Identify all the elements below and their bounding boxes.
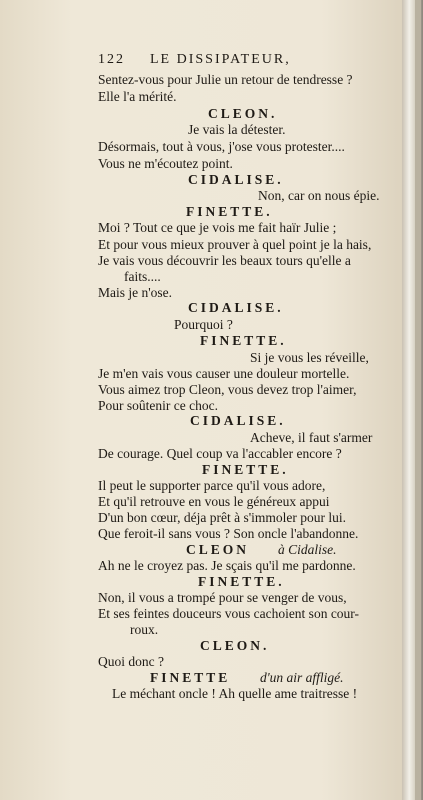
verse-line: D'un bon cœur, déja prêt à s'immoler pour lui. [98, 510, 347, 525]
verse-line: Il peut le supporter parce qu'il vous adore, [98, 478, 326, 493]
verse-line: Et pour vous mieux prouver à quel point je la hais, [98, 237, 372, 252]
speaker-name: CIDALISE. [190, 413, 286, 428]
page-number: 122 [98, 52, 125, 67]
running-title: LE DISSIPATEUR, [150, 52, 291, 67]
speaker-name: CLEON. [200, 638, 270, 653]
verse-line: Vous ne m'écoutez point. [98, 156, 233, 171]
verse-line: roux. [130, 622, 159, 637]
speaker-name: CIDALISE. [188, 172, 284, 187]
verse-line: Acheve, il faut s'armer [250, 430, 373, 445]
verse-line: Non, car on nous épie. [258, 188, 380, 203]
verse-line: faits.... [124, 269, 161, 284]
verse-line: Je m'en vais vous causer une douleur mortelle. [98, 366, 350, 381]
verse-line: Pour soûtenir ce choc. [98, 398, 218, 413]
speaker-name: CIDALISE. [188, 300, 284, 315]
verse-line: Ah ne le croyez pas. Je sçais qu'il me pardonne. [98, 558, 356, 573]
page-edge [402, 0, 423, 800]
speaker-name: FINETTE. [202, 462, 289, 477]
stage-direction: d'un air affligé. [260, 670, 344, 685]
verse-line: Quoi donc ? [98, 654, 164, 669]
speaker-name: CLEON [186, 542, 250, 557]
speaker-name: CLEON. [208, 106, 278, 121]
verse-line: Et ses feintes douceurs vous cachoient son cour- [98, 606, 360, 621]
verse-line: Que feroit-il sans vous ? Son oncle l'abandonne. [98, 526, 359, 541]
verse-line: Vous aimez trop Cleon, vous devez trop l'aimer, [98, 382, 357, 397]
verse-line: Sentez-vous pour Julie un retour de tendresse ? [98, 72, 353, 87]
verse-line: Désormais, tout à vous, j'ose vous protester.... [98, 139, 345, 154]
stage-direction: à Cidalise. [278, 542, 337, 557]
verse-line: Le méchant oncle ! Ah quelle ame traitresse ! [112, 686, 358, 701]
verse-line: Si je vous les réveille, [250, 350, 369, 365]
verse-line: Et qu'il retrouve en vous le généreux appui [98, 494, 330, 509]
verse-line: Elle l'a mérité. [98, 89, 177, 104]
speaker-name: FINETTE. [200, 333, 287, 348]
speaker-name: FINETTE. [198, 574, 285, 589]
verse-line: Je vais vous découvrir les beaux tours qu'elle a [98, 253, 351, 268]
speaker-name: FINETTE [150, 670, 231, 685]
speaker-name: FINETTE. [186, 204, 273, 219]
verse-line: Je vais la détester. [188, 122, 286, 137]
verse-line: Pourquoi ? [174, 317, 233, 332]
verse-line: De courage. Quel coup va l'accabler encore ? [98, 446, 342, 461]
verse-line: Non, il vous a trompé pour se venger de vous, [98, 590, 347, 605]
verse-line: Moi ? Tout ce que je vois me fait haïr Julie ; [98, 220, 337, 235]
verse-line: Mais je n'ose. [98, 285, 173, 300]
